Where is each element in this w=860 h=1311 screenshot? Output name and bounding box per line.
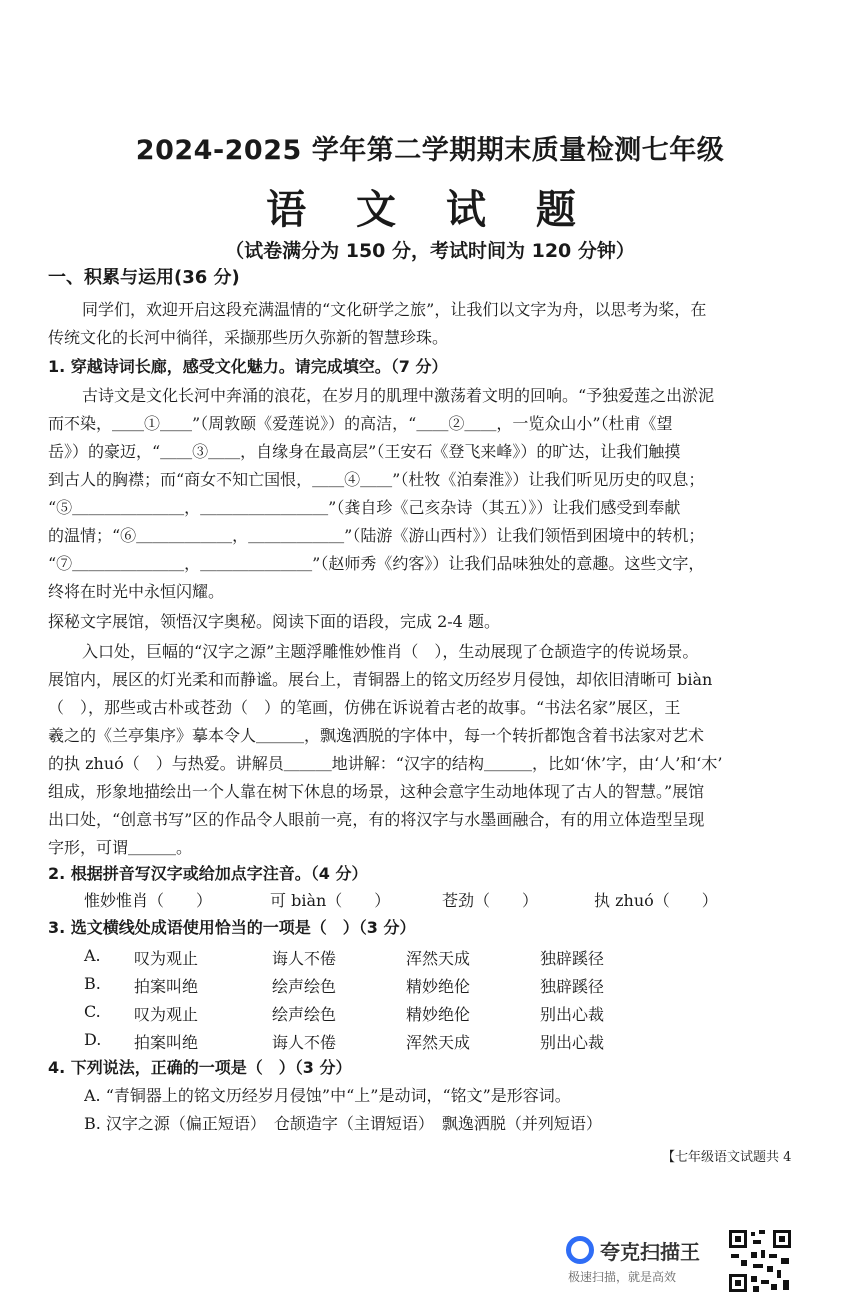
option-cell: 精妙绝伦: [406, 1005, 471, 1024]
option-row: [84, 974, 764, 997]
qr-code-icon: [727, 1228, 793, 1294]
option-cell: 绘声绘色: [272, 977, 337, 996]
passage-line: 入口处，巨幅的“汉字之源”主题浮雕惟妙惟肖（ ），生动展现了仓颉造字的传说场景。: [82, 642, 699, 661]
q1-line: 终将在时光中永恒闪耀。: [48, 582, 225, 601]
option-cell: 叹为观止: [134, 1005, 199, 1024]
passage-line: 组成，形象地描绘出一个人靠在树下休息的场景，这种会意字生动地体现了古人的智慧。”展馆: [48, 782, 705, 801]
passage-line: 出口处，“创意书写”区的作品令人眼前一亮，有的将汉字与水墨画融合，有的用立体造型呈现: [48, 810, 705, 829]
option-cell: 拍案叫绝: [134, 977, 199, 996]
pinyin-item: 可 biàn（ ）: [270, 891, 391, 910]
question-1-title: 1. 穿越诗词长廊，感受文化魅力。请完成填空。（7 分）: [48, 357, 448, 376]
option-label: C.: [84, 1002, 101, 1021]
section-heading: 一、积累与运用(36 分): [48, 268, 240, 288]
intro-line: 同学们，欢迎开启这段充满温情的“文化研学之旅”，让我们以文字为舟，以思考为桨，在: [82, 300, 707, 319]
option-label: B.: [84, 974, 101, 993]
option-row: [84, 1030, 764, 1053]
brand-name: 夸克扫描王: [600, 1240, 700, 1264]
question-2-title: 2. 根据拼音写汉字或给加点字注音。（4 分）: [48, 864, 368, 883]
option-label: A.: [84, 946, 101, 965]
question-4-title: 4. 下列说法，正确的一项是（ ）（3 分）: [48, 1058, 352, 1077]
option-row: [84, 1002, 764, 1025]
scanner-watermark: [566, 1232, 726, 1288]
option-cell: 浑然天成: [406, 949, 471, 968]
passage-line: 展馆内，展区的灯光柔和而静谧。展台上，青铜器上的铭文历经岁月侵蚀，却依旧清晰可 biàn: [48, 670, 713, 689]
q1-line: 岳》）的豪迈，“＿＿③＿＿，自缘身在最高层”（王安石《登飞来峰》）的旷达，让我们触摸: [48, 442, 681, 461]
option-cell: 独辟蹊径: [540, 949, 605, 968]
passage-line: 羲之的《兰亭集序》摹本令人＿＿＿，飘逸洒脱的字体中，每一个转折都饱含着书法家对艺术: [48, 726, 705, 745]
option-cell: 叹为观止: [134, 949, 199, 968]
brand-tagline: 极速扫描，就是高效: [568, 1270, 677, 1284]
option-cell: 绘声绘色: [272, 1005, 337, 1024]
option-cell: 浑然天成: [406, 1033, 471, 1052]
quark-logo-icon: [566, 1236, 594, 1264]
option-cell: 独辟蹊径: [540, 977, 605, 996]
pinyin-item: 苍劲（ ）: [442, 891, 539, 910]
question-3-title: 3. 选文横线处成语使用恰当的一项是（ ）（3 分）: [48, 918, 416, 937]
passage-line: 字形，可谓＿＿＿。: [48, 838, 193, 857]
pinyin-items: [84, 888, 784, 911]
option-row: [84, 946, 764, 969]
option-label: D.: [84, 1030, 102, 1049]
option-cell: 别出心裁: [540, 1005, 605, 1024]
pinyin-item: 惟妙惟肖（ ）: [84, 891, 213, 910]
page-footer-note: 【七年级语文试题共 4: [662, 1150, 792, 1165]
exam-title: 2024-2025 学年第二学期期末质量检测七年级: [135, 135, 725, 166]
passage-line: 的执 zhuó（ ）与热爱。讲解员＿＿＿地讲解：“汉字的结构＿＿＿，比如‘休’字，由‘人’和‘木’: [48, 754, 723, 773]
q1-line: 古诗文是文化长河中奔涌的浪花，在岁月的肌理中激荡着文明的回响。“予独爱莲之出淤泥: [82, 386, 715, 405]
option-cell: 诲人不倦: [272, 949, 337, 968]
option-cell: 精妙绝伦: [406, 977, 471, 996]
exam-info: （试卷满分为 150 分，考试时间为 120 分钟）: [225, 240, 635, 262]
option-cell: 拍案叫绝: [134, 1033, 199, 1052]
subject-title: 语 文 试 题: [266, 187, 594, 233]
q1-line: 到古人的胸襟；而“商女不知亡国恨，＿＿④＿＿”（杜牧《泊秦淮》）让我们听见历史的叹息；: [48, 470, 705, 489]
q4-option-a: A. “青铜器上的铭文历经岁月侵蚀”中“上”是动词，“铭文”是形容词。: [84, 1086, 571, 1105]
q4-option-b: B. 汉字之源（偏正短语） 仓颉造字（主谓短语） 飘逸洒脱（并列短语）: [84, 1114, 602, 1133]
pinyin-item: 执 zhuó（ ）: [594, 891, 718, 910]
intro-line: 传统文化的长河中徜徉，采撷那些历久弥新的智慧珍珠。: [48, 328, 449, 347]
passage-line: （ ），那些或古朴或苍劲（ ）的笔画，仿佛在诉说着古老的故事。“书法名家”展区，王: [48, 698, 681, 717]
q1-line: 的温情；“⑥＿＿＿＿＿＿，＿＿＿＿＿＿”（陆游《游山西村》）让我们领悟到困境中的转机；: [48, 526, 705, 545]
option-cell: 诲人不倦: [272, 1033, 337, 1052]
q1-line: “⑤＿＿＿＿＿＿＿，＿＿＿＿＿＿＿＿”（龚自珍《己亥杂诗（其五）》）让我们感受到奉献: [48, 498, 681, 517]
q1-line: “⑦＿＿＿＿＿＿＿，＿＿＿＿＿＿＿”（赵师秀《约客》）让我们品味独处的意趣。这些文字，: [48, 554, 705, 573]
q1-line: 而不染，＿＿①＿＿”（周敦颐《爱莲说》）的高洁，“＿＿②＿＿，一览众山小”（杜甫《望: [48, 414, 673, 433]
explore-heading: 探秘文字展馆，领悟汉字奥秘。阅读下面的语段，完成 2-4 题。: [48, 612, 500, 631]
option-cell: 别出心裁: [540, 1033, 605, 1052]
